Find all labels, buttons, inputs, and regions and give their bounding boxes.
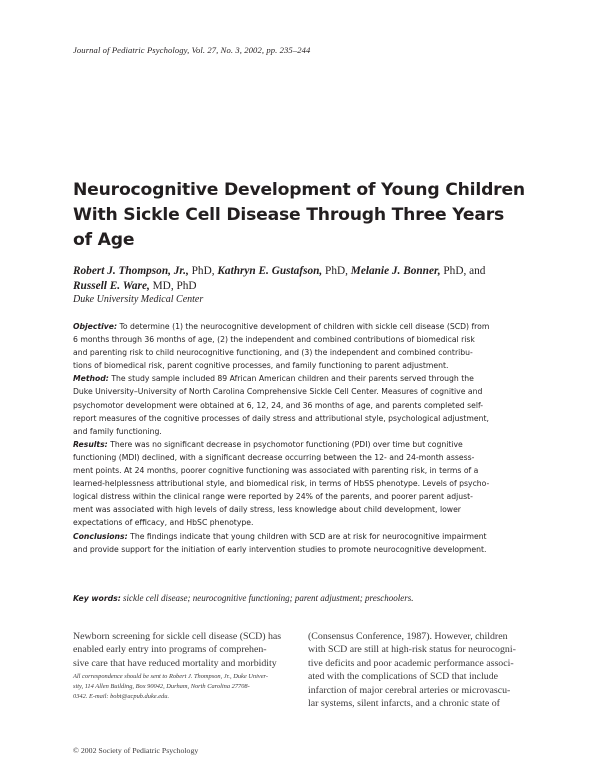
abstract-line: and provide support for the initiation of early intervention studies to promote neurocognitive development. bbox=[73, 544, 487, 554]
footnote-line: All correspondence should be sent to Robert J. Thompson, Jr., Duke Univer- bbox=[73, 673, 269, 680]
author-degree: PhD, bbox=[188, 265, 218, 277]
conclusions-label: Conclusions: bbox=[73, 531, 128, 541]
affiliation: Duke University Medical Center bbox=[73, 294, 204, 305]
abstract-line: ment points. At 24 months, poorer cognitive functioning was associated with parenting risk, in terms of a bbox=[73, 466, 479, 476]
keywords bbox=[73, 593, 413, 603]
author-degree: PhD, and bbox=[440, 265, 486, 277]
footnote-line: 0342. E-mail: bobt@acpub.duke.edu. bbox=[73, 692, 170, 700]
title-line: Neurocognitive Development of Young Children bbox=[73, 180, 525, 200]
correspondence-footnote bbox=[73, 672, 288, 701]
author-name: Russell E. Ware, bbox=[73, 280, 150, 292]
abstract-line bbox=[73, 438, 530, 451]
abstract-text: To determine (1) the neurocognitive development of children with sickle cell disease (SCD) from bbox=[117, 322, 490, 331]
copyright-notice: © 2002 Society of Pediatric Psychology bbox=[73, 746, 199, 755]
abstract-line: and parenting risk to child neurocognitive functioning, and (3) the independent and combined contribu- bbox=[73, 348, 473, 358]
author-list bbox=[73, 264, 543, 294]
abstract-objective bbox=[73, 320, 530, 372]
abstract-line: Duke University–University of North Carolina Comprehensive Sickle Cell Center. Measures of cognitive and bbox=[73, 387, 483, 397]
abstract-conclusions bbox=[73, 530, 530, 556]
abstract-text: The findings indicate that young children with SCD are at risk for neurocognitive impairment bbox=[127, 531, 487, 541]
abstract bbox=[73, 320, 530, 556]
abstract-line: report measures of the cognitive processes of daily stress and attributional style, psychological adjustment, bbox=[73, 413, 489, 423]
author-line bbox=[73, 264, 543, 279]
body-line: sive care that have reduced mortality and morbidity bbox=[73, 657, 277, 669]
author-line bbox=[73, 279, 543, 294]
body-line: lar systems, silent infarcts, and a chronic state of bbox=[308, 698, 500, 710]
body-line: enabled early entry into programs of comprehen- bbox=[73, 644, 267, 656]
keywords-label: Key words: bbox=[73, 594, 121, 603]
abstract-text: The study sample included 89 African American children and their parents served through the bbox=[108, 374, 474, 384]
body-line: tive deficits and poor academic performance associ- bbox=[308, 657, 514, 669]
abstract-line: logical distress within the clinical range were reported by 24% of the parents, and poorer parent adjust- bbox=[73, 492, 473, 502]
author-name: Melanie J. Bonner, bbox=[350, 265, 441, 277]
abstract-line: functioning (MDI) declined, with a significant decrease occurring between the 12- and 24-month assess- bbox=[73, 452, 475, 462]
abstract-line bbox=[73, 530, 530, 543]
author-degree: PhD, bbox=[322, 265, 351, 277]
body-column-left bbox=[73, 630, 288, 670]
title-line: of Age bbox=[73, 230, 135, 250]
abstract-line: tions of biomedical risk, parent cognitive processes, and family functioning to parent adjustment. bbox=[73, 361, 449, 371]
keywords-value: sickle cell disease; neurocognitive functioning; parent adjustment; preschoolers. bbox=[120, 593, 414, 603]
abstract-line: ment was associated with high levels of daily stress, less knowledge about child development, lower bbox=[73, 505, 461, 515]
body-line: Newborn screening for sickle cell disease (SCD) has bbox=[73, 631, 282, 642]
abstract-line: learned-helplessness attributional style, and biomedical risk, in terms of HbSS phenotype. Levels of psycho- bbox=[73, 479, 490, 489]
abstract-line bbox=[73, 372, 530, 385]
title-line: With Sickle Cell Disease Through Three Years bbox=[73, 205, 505, 225]
author-name: Robert J. Thompson, Jr., bbox=[73, 265, 189, 277]
results-label: Results: bbox=[73, 439, 108, 449]
body-line: infarction of major cerebral arteries or microvascu- bbox=[308, 684, 511, 696]
abstract-line: psychomotor development were obtained at 6, 12, 24, and 36 months of age, and parents completed self- bbox=[73, 400, 484, 410]
method-label: Method: bbox=[73, 374, 109, 384]
footnote-line: sity, 114 Allen Building, Box 90042, Durham, North Carolina 27708- bbox=[73, 682, 250, 690]
abstract-line: 6 months through 36 months of age, (2) the independent and combined contributions of biomedical risk bbox=[73, 335, 475, 345]
body-line: (Consensus Conference, 1987). However, children bbox=[308, 631, 508, 642]
body-column-right bbox=[308, 630, 530, 710]
abstract-line: and family functioning. bbox=[73, 426, 162, 436]
abstract-line: expectations of efficacy, and HbSC phenotype. bbox=[73, 518, 254, 528]
article-title bbox=[73, 178, 543, 253]
abstract-method bbox=[73, 372, 530, 437]
abstract-results bbox=[73, 438, 530, 530]
author-degree: MD, PhD bbox=[149, 280, 197, 292]
body-line: with SCD are still at high-risk status for neurocogni- bbox=[308, 644, 516, 656]
abstract-line bbox=[73, 320, 530, 333]
journal-citation: Journal of Pediatric Psychology, Vol. 27, No. 3, 2002, pp. 235–244 bbox=[73, 45, 311, 55]
author-name: Kathryn E. Gustafson, bbox=[217, 265, 323, 277]
body-line: ated with the complications of SCD that include bbox=[308, 671, 499, 683]
objective-label: Objective: bbox=[73, 322, 118, 331]
abstract-text: There was no significant decrease in psychomotor functioning (PDI) over time but cognitive bbox=[107, 439, 463, 449]
